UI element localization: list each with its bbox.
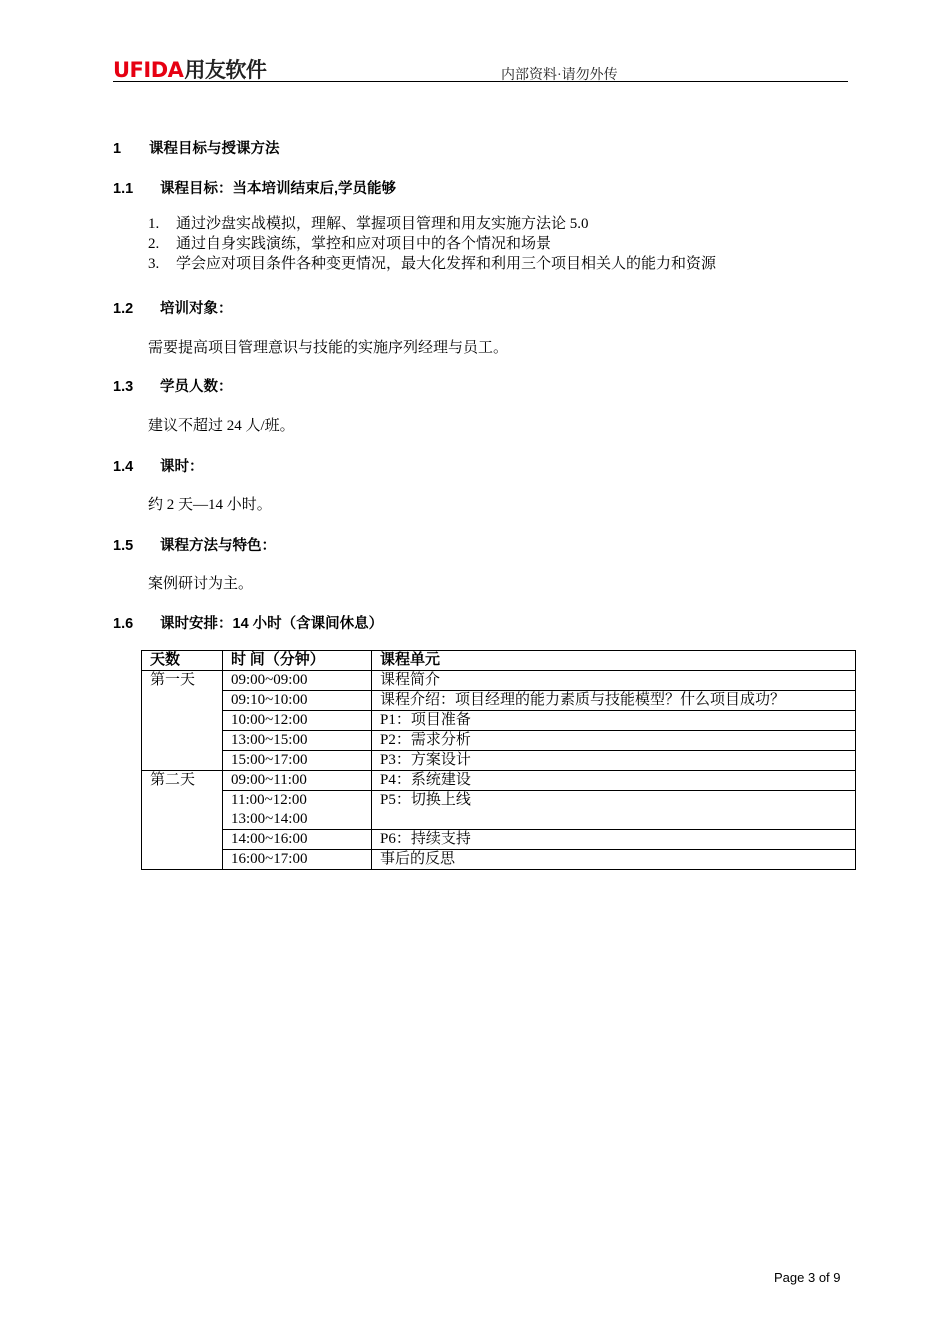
unit-cell: P6：持续支持 — [372, 830, 856, 850]
section-1-6-heading — [113, 612, 383, 633]
table-row — [142, 731, 856, 751]
table-row — [142, 830, 856, 850]
list-text: 学会应对项目条件各种变更情况，最大化发挥和利用三个项目相关人的能力和资源 — [176, 256, 717, 272]
unit-cell: P2：需求分析 — [372, 731, 856, 751]
table-row — [142, 751, 856, 771]
list-item — [148, 254, 716, 274]
header-cell-time: 时 间（分钟） — [223, 651, 372, 671]
section-1-4-body: 约 2 天—14 小时。 — [148, 497, 272, 513]
section-1-2-body: 需要提高项目管理意识与技能的实施序列经理与员工。 — [148, 340, 509, 356]
time-cell: 15:00~17:00 — [223, 751, 372, 771]
page-number: Page 3 of 9 — [774, 1270, 841, 1285]
header-divider — [113, 81, 848, 82]
unit-cell: 课程简介 — [372, 671, 856, 691]
unit-cell: P3：方案设计 — [372, 751, 856, 771]
section-1-2-heading — [113, 297, 233, 318]
table-row — [142, 711, 856, 731]
section-title: 课程方法与特色： — [160, 538, 276, 554]
section-title: 课程目标：当本培训结束后,学员能够 — [160, 181, 397, 197]
header-cell-unit: 课程单元 — [372, 651, 856, 671]
section-title: 课程目标与授课方法 — [149, 141, 280, 157]
time-cell: 09:10~10:00 — [223, 691, 372, 711]
section-number: 1 — [113, 141, 122, 157]
list-item — [148, 214, 716, 234]
logo-cjk-text: 用友软件 — [184, 58, 267, 82]
section-number: 1.4 — [113, 459, 134, 475]
confidential-notice: 内部资料·请勿外传 — [501, 68, 618, 83]
section-1-1-heading — [113, 177, 396, 198]
list-number: 2. — [148, 236, 160, 252]
section-1-3-heading — [113, 375, 233, 396]
section-1-heading — [113, 137, 280, 158]
section-number: 1.2 — [113, 301, 134, 317]
list-number: 3. — [148, 256, 160, 272]
table-row — [142, 771, 856, 791]
section-title: 学员人数： — [160, 379, 233, 395]
section-number: 1.5 — [113, 538, 134, 554]
unit-cell: P5：切换上线 — [372, 791, 856, 830]
objectives-list — [148, 214, 716, 274]
time-cell: 09:00~09:00 — [223, 671, 372, 691]
section-number: 1.3 — [113, 379, 134, 395]
section-1-5-heading — [113, 534, 276, 555]
section-1-4-heading — [113, 455, 204, 476]
section-number: 1.6 — [113, 616, 134, 632]
logo-latin-text: UFIDA — [113, 58, 184, 82]
section-title: 课时： — [160, 459, 204, 475]
table-row — [142, 671, 856, 691]
table-header-row — [142, 651, 856, 671]
time-cell: 10:00~12:00 — [223, 711, 372, 731]
time-cell: 16:00~17:00 — [223, 850, 372, 870]
list-item — [148, 234, 716, 254]
time-line: 11:00~12:00 — [231, 792, 307, 808]
list-text: 通过沙盘实战模拟，理解、掌握项目管理和用友实施方法论 5.0 — [176, 216, 589, 232]
unit-cell: P4：系统建设 — [372, 771, 856, 791]
time-cell: 09:00~11:00 — [223, 771, 372, 791]
header-cell-days: 天数 — [142, 651, 223, 671]
unit-cell: P1：项目准备 — [372, 711, 856, 731]
section-number: 1.1 — [113, 181, 134, 197]
ufida-logo — [113, 54, 266, 84]
day-cell: 第一天 — [142, 671, 223, 771]
page-header — [113, 52, 848, 82]
time-cell: 13:00~15:00 — [223, 731, 372, 751]
list-text: 通过自身实践演练，掌控和应对项目中的各个情况和场景 — [176, 236, 552, 252]
table-row — [142, 791, 856, 830]
time-line: 13:00~14:00 — [231, 811, 308, 827]
section-title: 课时安排：14 小时（含课间休息） — [160, 616, 384, 632]
section-title: 培训对象： — [160, 301, 233, 317]
unit-cell: 课程介绍：项目经理的能力素质与技能模型？什么项目成功？ — [372, 691, 856, 711]
table-row — [142, 691, 856, 711]
section-1-3-body: 建议不超过 24 人/班。 — [148, 418, 295, 434]
list-number: 1. — [148, 216, 160, 232]
time-cell — [223, 791, 372, 830]
schedule-table — [141, 650, 856, 870]
time-cell: 14:00~16:00 — [223, 830, 372, 850]
day-cell: 第二天 — [142, 771, 223, 870]
unit-cell: 事后的反思 — [372, 850, 856, 870]
section-1-5-body: 案例研讨为主。 — [148, 576, 254, 592]
table-row — [142, 850, 856, 870]
